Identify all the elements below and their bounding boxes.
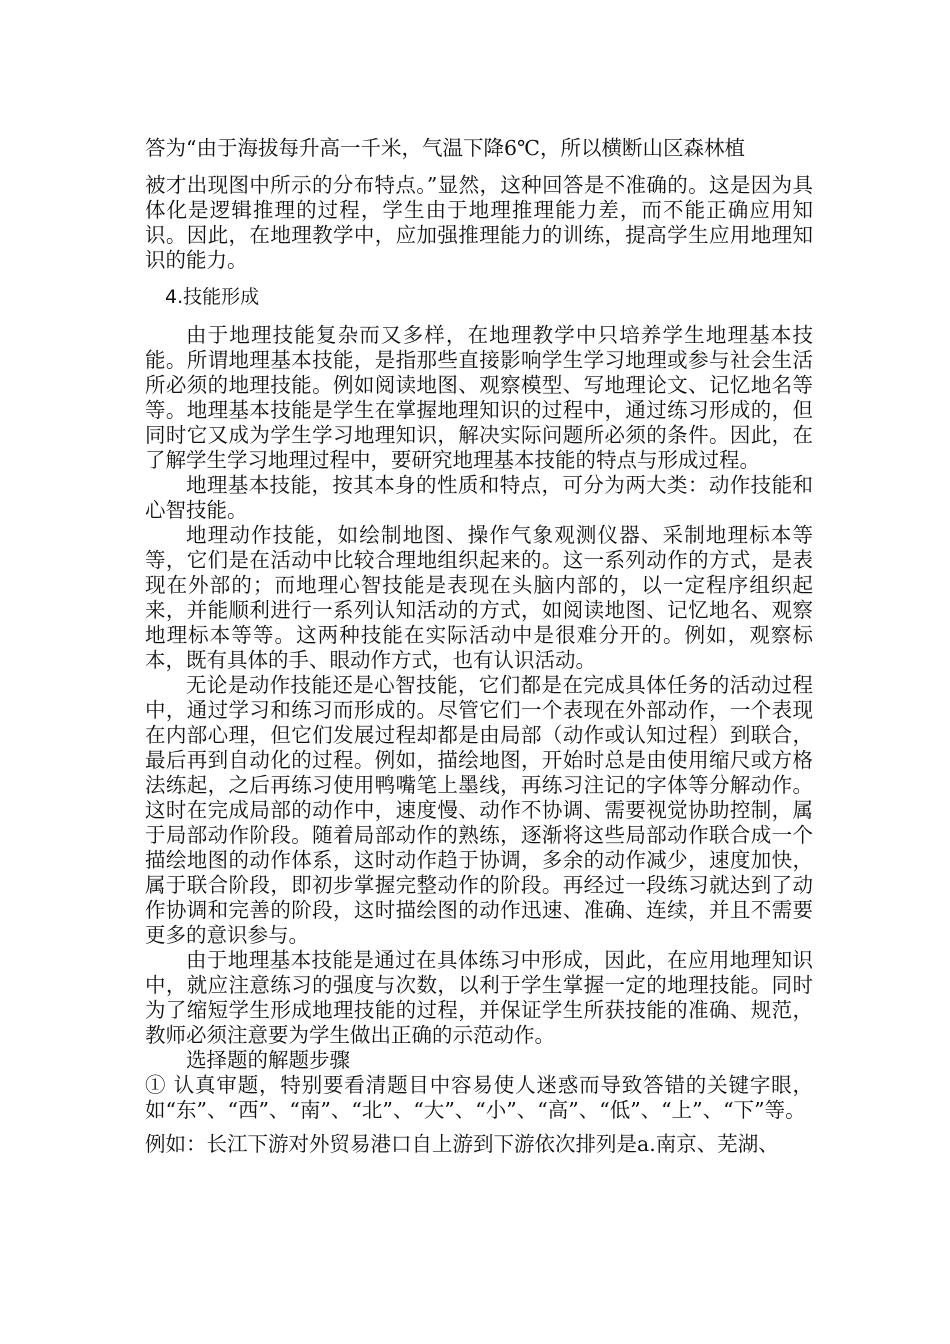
document-page [145, 136, 813, 1157]
paragraph-practice: 由于地理基本技能是通过在具体练习中形成，因此，在应用地理知识中，就应注意练习的强度与次数，以利于学生掌握一定的地理技能。同时为了缩短学生形成地理技能的过程，并保证学生所获技能的准确、规范，教师必须注意要为学生做出正确的示范动作。 [145, 948, 813, 1047]
section-heading: 4.技能形成 [165, 286, 260, 308]
paragraph-continuation: 被才出现图中所示的分布特点。”显然，这种回答是不准确的。这是因为具体化是逻辑推理的过程，学生由于地理推理能力差，而不能正确应用知识。因此，在地理教学中，应加强推理能力的训练，提高学生应用地理知识的能力。 [145, 173, 813, 272]
paragraph-mc-steps-title: 选择题的解题步骤 [186, 1048, 350, 1072]
paragraph-skill-types: 地理基本技能，按其本身的性质和特点，可分为两大类：动作技能和心智技能。 [145, 473, 813, 522]
paragraph-skills-intro: 由于地理技能复杂而又多样，在地理教学中只培养学生地理基本技能。所谓地理基本技能，是指那些直接影响学生学习地理或参与社会生活所必须的地理技能。例如阅读地图、观察模型、写地理论文、记忆地名等等。地理基本技能是学生在掌握地理知识的过程中，通过练习形成的，但同时它又成为学生学习地理知识，解决实际问题所必须的条件。因此，在了解学生学习地理过程中，要研究地理基本技能的特点与形成过程。 [145, 323, 813, 472]
paragraph-step-one: ① 认真审题，特别要看清题目中容易使人迷惑而导致答错的关键字眼，如“东”、“西”、“南”、“北”、“大”、“小”、“高”、“低”、“上”、“下”等。 [145, 1073, 813, 1122]
paragraph-motor-skills: 地理动作技能，如绘制地图、操作气象观测仪器、采制地理标本等等，它们是在活动中比较合理地组织起来的。这一系列动作的方式，是表现在外部的；而地理心智技能是表现在头脑内部的，以一定程序组织起来，并能顺利进行一系列认知活动的方式，如阅读地图、记忆地名、观察地理标本等等。这两种技能在实际活动中是很难分开的。例如，观察标本，既有具体的手、眼动作方式，也有认识活动。 [145, 523, 813, 672]
paragraph-skill-development: 无论是动作技能还是心智技能，它们都是在完成具体任务的活动过程中，通过学习和练习而形成的。尽管它们一个表现在外部动作，一个表现在内部心理，但它们发展过程却都是由局部（动作或认知过程）到联合，最后再到自动化的过程。例如，描绘地图，开始时总是由使用缩尺或方格法练起，之后再练习使用鸭嘴笔上墨线，再练习注记的字体等分解动作。这时在完成局部的动作中，速度慢、动作不协调、需要视觉协助控制，属于局部动作阶段。随着局部动作的熟练，逐渐将这些局部动作联合成一个描绘地图的动作体系，这时动作趋于协调，多余的动作减少，速度加快，属于联合阶段，即初步掌握完整动作的阶段。再经过一段练习就达到了动作协调和完善的阶段，这时描绘图的动作迅速、准确、连续，并且不需要更多的意识参与。 [145, 673, 813, 947]
paragraph-example: 例如：长江下游对外贸易港口自上游到下游依次排列是a.南京、芜湖、 [145, 1132, 779, 1156]
paragraph-first-line: 答为“由于海拔每升高一千米，气温下降6℃，所以横断山区森林植 [145, 136, 745, 160]
